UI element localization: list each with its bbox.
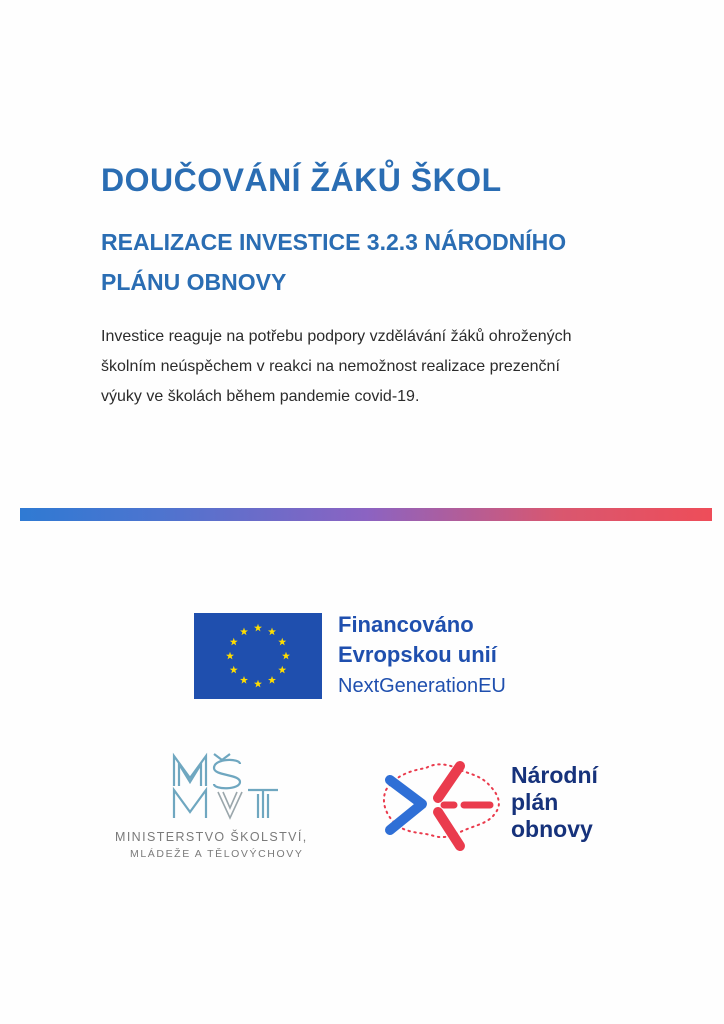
eu-star-icon — [230, 666, 238, 674]
subtitle-line-1: REALIZACE INVESTICE 3.2.3 NÁRODNÍHO — [101, 229, 567, 255]
subtitle — [101, 222, 661, 302]
npo-name-line-1: Národní — [511, 762, 598, 788]
npo-name — [511, 762, 598, 843]
eu-funding-line-1: Financováno — [338, 612, 474, 637]
description — [101, 322, 681, 412]
eu-stars — [194, 613, 322, 699]
msmt-logo — [100, 752, 350, 862]
description-line-2: školním neúspěchem v reakci na nemožnost realizace prezenční — [101, 358, 560, 375]
description-line-3: výuky ve školách během pandemie covid-19. — [101, 388, 420, 405]
msmt-name-line-1: MINISTERSTVO ŠKOLSTVÍ, — [115, 830, 308, 844]
eu-star-icon — [240, 676, 248, 684]
eu-star-icon — [226, 652, 234, 660]
eu-star-icon — [278, 638, 286, 646]
npo-name-line-2: plán — [511, 789, 559, 815]
npo-arrow-logo-icon — [378, 752, 508, 860]
npo-logo — [378, 752, 628, 862]
subtitle-line-2: PLÁNU OBNOVY — [101, 269, 287, 295]
eu-flag-icon — [194, 613, 322, 699]
eu-funding-line-3: NextGenerationEU — [338, 675, 506, 697]
eu-funding-text — [338, 610, 506, 702]
eu-funding-line-2: Evropskou unií — [338, 642, 497, 667]
eu-star-icon — [282, 652, 290, 660]
eu-star-icon — [268, 628, 276, 636]
eu-star-icon — [278, 666, 286, 674]
eu-star-icon — [254, 624, 262, 632]
eu-star-icon — [268, 676, 276, 684]
description-line-1: Investice reaguje na potřebu podpory vzdělávání žáků ohrožených — [101, 328, 572, 345]
npo-name-line-3: obnovy — [511, 816, 593, 842]
msmt-logo-icon — [170, 752, 280, 822]
eu-star-icon — [230, 638, 238, 646]
msmt-name-line-2: MLÁDEŽE A TĚLOVÝCHOVY — [130, 848, 304, 860]
eu-star-icon — [240, 628, 248, 636]
gradient-divider — [20, 508, 712, 521]
page-title: DOUČOVÁNÍ ŽÁKŮ ŠKOL — [101, 162, 502, 198]
eu-star-icon — [254, 680, 262, 688]
